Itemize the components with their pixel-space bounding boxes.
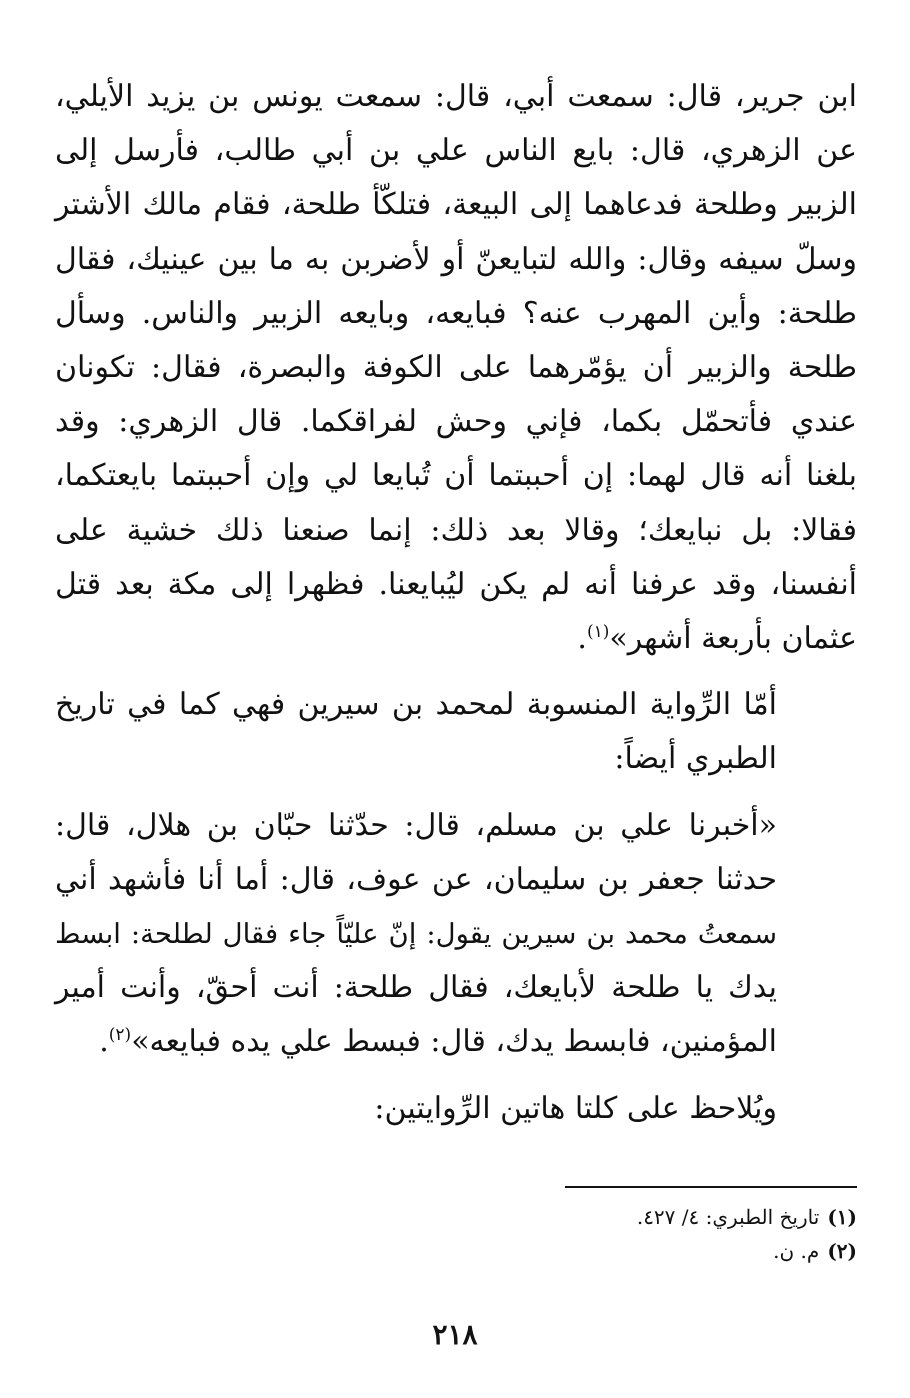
- page-number: ٢١٨: [432, 1318, 478, 1351]
- footnote-number: (٢): [827, 1239, 857, 1263]
- footnote-number: (١): [827, 1205, 857, 1229]
- text-line: وسلّ سيفه وقال: والله لتبايعنّ أو لأضربن به ما بين عينيك، فقال: [55, 241, 858, 277]
- text-line-last: [55, 732, 857, 786]
- footnote-item: [457, 1234, 857, 1268]
- text-fragment: المؤمنين، فابسط يدك، قال: فبسط علي يده فبايعه»: [131, 1024, 777, 1060]
- text-line: حدثنا جعفر بن سليمان، عن عوف، قال: أما أنا فأشهد أني: [55, 861, 777, 897]
- footnote-text: تاريخ الطبري: ٤/ ٤٢٧.: [636, 1205, 820, 1229]
- text-line: عندي فأتحمّل بكما، فإني وحش لفراقكما. قال الزهري: وقد: [55, 404, 857, 440]
- footnotes: [457, 1200, 857, 1268]
- text-line-last: [55, 612, 857, 666]
- footnote-ref-2[interactable]: (٢): [108, 1025, 132, 1046]
- text-line: فقالا: بل نبايعك؛ وقالا بعد ذلك: إنما صنعنا ذلك خشية على: [55, 512, 858, 548]
- footnote-ref-1[interactable]: (١): [586, 622, 610, 643]
- text-line: الزبير وطلحة فدعاهما إلى البيعة، فتلكّأ طلحة، فقام مالك الأشتر: [55, 187, 857, 223]
- text-line: طلحة والزبير أن يؤمّرهما على الكوفة والبصرة، فقال: تكونان: [55, 350, 857, 386]
- footnote-separator: [565, 1186, 857, 1188]
- paragraph-4: [55, 1082, 857, 1136]
- text-fragment: عثمان بأربعة أشهر»: [609, 621, 857, 657]
- page-body: [55, 70, 857, 1136]
- paragraph-1: [55, 70, 857, 666]
- text-line: سمعتُ محمد بن سيرين يقول: إنّ عليّاً جاء فقال لطلحة: ابسط: [55, 918, 777, 951]
- paragraph-2: [55, 678, 857, 786]
- paragraph-3-quote: [55, 799, 857, 1070]
- text-line: طلحة: وأين المهرب عنه؟ فبايعه، وبايعه الزبير والناس. وسأل: [55, 295, 857, 331]
- text-fragment: الطبري أيضاً:: [614, 741, 777, 777]
- text-line: يدك يا طلحة لأبايعك، فقال طلحة: أنت أحقّ، وأنت أمير: [55, 970, 777, 1006]
- footnote-text: م. ن.: [773, 1239, 820, 1263]
- footnote-item: [457, 1200, 857, 1234]
- text-line: ابن جرير، قال: سمعت أبي، قال: سمعت يونس بن يزيد الأيلي،: [55, 79, 857, 114]
- text-line: «أخبرنا علي بن مسلم، قال: حدّثنا حبّان بن هلال، قال:: [55, 807, 777, 843]
- text-line: بلغنا أنه قال لهما: إن أحببتما أن تُبايعا لي وإن أحببتما بايعتكما،: [55, 458, 857, 494]
- text-line-last: [55, 1082, 857, 1136]
- text-fragment: ويُلاحظ على كلتا هاتين الرِّوايتين:: [374, 1090, 777, 1126]
- text-line: أمّا الرِّواية المنسوبة لمحمد بن سيرين فهي كما في تاريخ: [55, 687, 777, 723]
- text-line: أنفسنا، وقد عرفنا أنه لم يكن ليُبايعنا. فظهرا إلى مكة بعد قتل: [55, 566, 857, 602]
- punctuation: .: [577, 621, 587, 657]
- text-line-last: [55, 1015, 857, 1069]
- punctuation: .: [99, 1024, 109, 1060]
- text-line: عن الزهري، قال: بايع الناس علي بن أبي طالب، فأرسل إلى: [55, 133, 857, 169]
